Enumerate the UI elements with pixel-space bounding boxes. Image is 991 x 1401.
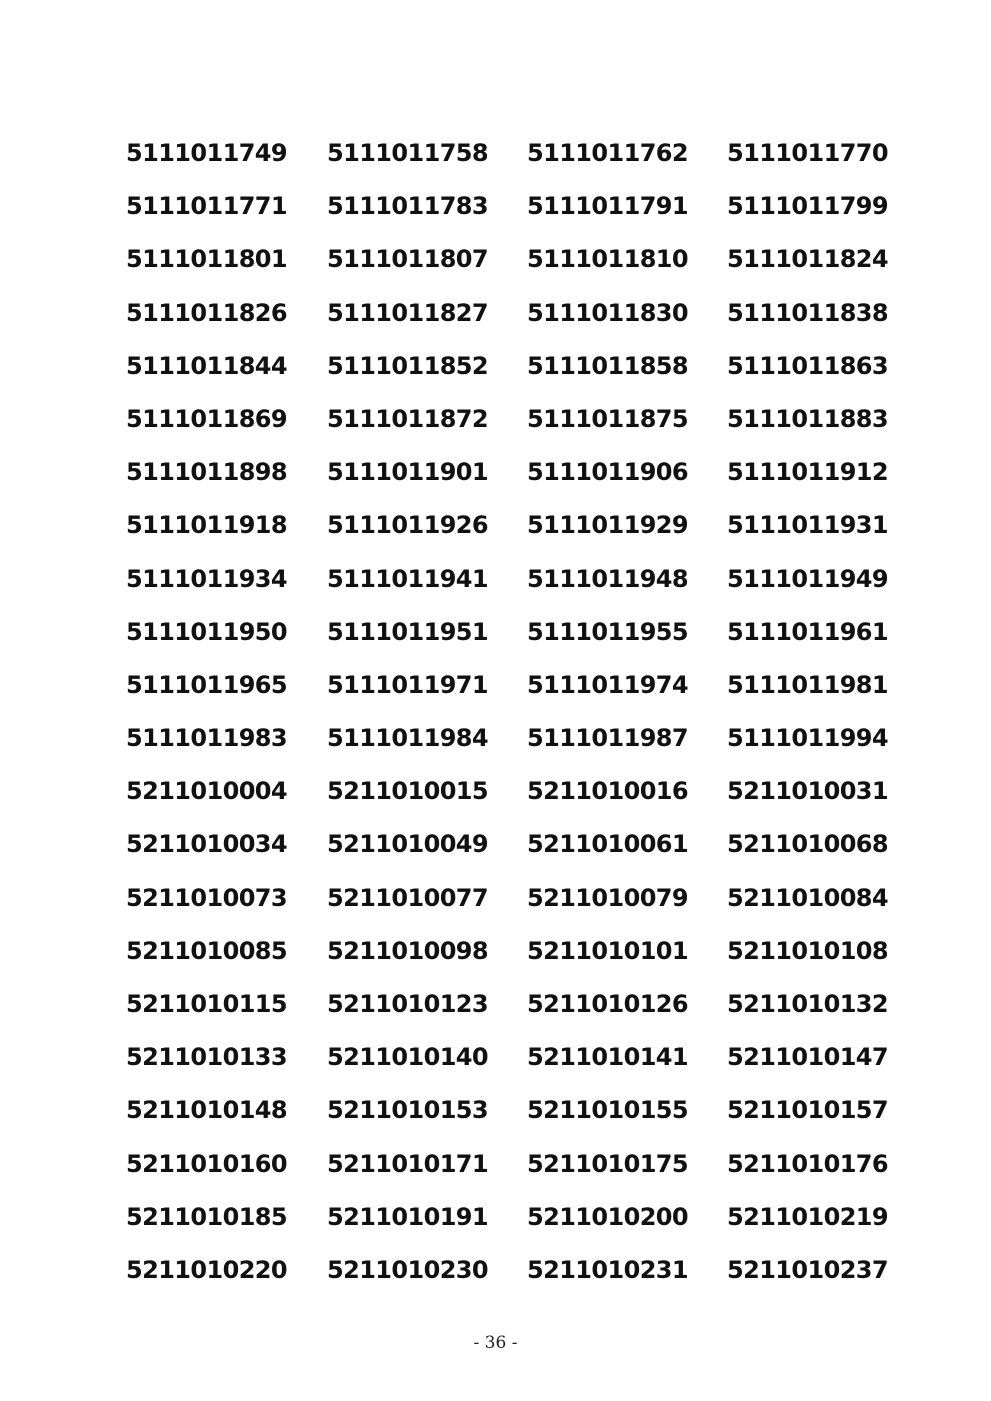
- id-number: 5111011770: [727, 139, 888, 167]
- id-number: 5111011883: [727, 404, 888, 433]
- id-number: 5111011830: [527, 298, 688, 327]
- id-number: 5211010185: [126, 1202, 287, 1231]
- id-number: 5111011801: [126, 245, 287, 274]
- id-number: 5211010220: [126, 1255, 287, 1284]
- id-number-grid: [126, 133, 886, 1303]
- id-number: 5111011783: [327, 192, 488, 221]
- id-number: 5111011987: [527, 724, 688, 753]
- id-number: 5111011838: [727, 298, 888, 327]
- id-number: 5111011807: [327, 245, 488, 274]
- id-number: 5211010171: [327, 1149, 488, 1178]
- id-row: [126, 1250, 886, 1303]
- id-row: [126, 1197, 886, 1250]
- id-number: 5111011912: [727, 458, 888, 487]
- id-number: 5111011872: [327, 404, 488, 433]
- id-number: 5111011762: [527, 139, 688, 167]
- id-row: [126, 133, 886, 186]
- id-number: 5211010123: [327, 990, 488, 1018]
- id-number: 5111011955: [527, 617, 688, 646]
- id-number: 5111011934: [126, 564, 287, 593]
- id-number: 5211010031: [727, 777, 888, 806]
- id-number: 5111011827: [327, 298, 488, 327]
- id-row: [126, 984, 886, 1037]
- id-number: 5111011994: [727, 724, 888, 753]
- id-number: 5111011974: [527, 670, 688, 699]
- id-row: [126, 559, 886, 612]
- id-number: 5111011791: [527, 192, 688, 221]
- id-row: [126, 665, 886, 718]
- id-row: [126, 824, 886, 877]
- id-number: 5211010148: [126, 1096, 287, 1125]
- id-number: 5211010191: [327, 1202, 488, 1231]
- id-number: 5211010085: [126, 936, 287, 965]
- id-number: 5211010133: [126, 1043, 287, 1072]
- id-number: 5111011965: [126, 670, 287, 699]
- id-number: 5111011810: [527, 245, 688, 274]
- id-row: [126, 293, 886, 346]
- id-row: [126, 878, 886, 931]
- id-number: 5111011948: [527, 564, 688, 593]
- id-number: 5111011758: [327, 139, 488, 167]
- id-number: 5211010132: [727, 990, 888, 1018]
- id-number: 5111011941: [327, 564, 488, 593]
- id-number: 5211010140: [327, 1043, 488, 1072]
- id-number: 5111011929: [527, 511, 688, 540]
- id-row: [126, 718, 886, 771]
- page-number: - 36 -: [473, 1333, 518, 1353]
- id-number: 5111011771: [126, 192, 287, 221]
- id-number: 5111011844: [126, 351, 287, 380]
- id-number: 5211010153: [327, 1096, 488, 1125]
- id-number: 5211010101: [527, 936, 688, 965]
- id-number: 5111011875: [527, 404, 688, 433]
- id-number: 5111011906: [527, 458, 688, 487]
- id-row: [126, 452, 886, 505]
- id-number: 5211010237: [727, 1255, 888, 1284]
- id-number: 5211010155: [527, 1096, 688, 1125]
- id-number: 5211010073: [126, 883, 287, 912]
- id-number: 5111011926: [327, 511, 488, 540]
- id-number: 5111011983: [126, 724, 287, 753]
- id-number: 5211010079: [527, 883, 688, 912]
- id-number: 5111011826: [126, 298, 287, 327]
- id-row: [126, 399, 886, 452]
- id-number: 5211010126: [527, 990, 688, 1018]
- id-number: 5111011971: [327, 670, 488, 699]
- id-number: 5111011869: [126, 404, 287, 433]
- id-number: 5111011981: [727, 670, 888, 699]
- id-number: 5211010147: [727, 1043, 888, 1072]
- id-number: 5111011863: [727, 351, 888, 380]
- id-number: 5111011931: [727, 511, 888, 540]
- id-number: 5111011749: [126, 139, 287, 167]
- id-number: 5111011961: [727, 617, 888, 646]
- id-number: 5211010157: [727, 1096, 888, 1125]
- id-number: 5211010061: [527, 830, 688, 859]
- id-number: 5211010016: [527, 777, 688, 806]
- id-number: 5211010200: [527, 1202, 688, 1231]
- id-row: [126, 612, 886, 665]
- id-number: 5211010231: [527, 1255, 688, 1284]
- id-number: 5111011901: [327, 458, 488, 487]
- id-number: 5111011824: [727, 245, 888, 274]
- id-row: [126, 931, 886, 984]
- id-number: 5211010141: [527, 1043, 688, 1072]
- id-row: [126, 1037, 886, 1090]
- id-number: 5211010115: [126, 990, 287, 1018]
- id-number: 5111011858: [527, 351, 688, 380]
- id-number: 5211010219: [727, 1202, 888, 1231]
- id-row: [126, 505, 886, 558]
- id-number: 5211010160: [126, 1149, 287, 1178]
- id-number: 5211010230: [327, 1255, 488, 1284]
- id-number: 5111011951: [327, 617, 488, 646]
- id-row: [126, 346, 886, 399]
- id-row: [126, 186, 886, 239]
- id-number: 5211010004: [126, 777, 287, 806]
- id-number: 5211010034: [126, 830, 287, 859]
- id-number: 5211010176: [727, 1149, 888, 1178]
- id-row: [126, 239, 886, 292]
- id-number: 5111011950: [126, 617, 287, 646]
- id-number: 5111011949: [727, 564, 888, 593]
- id-number: 5211010015: [327, 777, 488, 806]
- id-number: 5211010049: [327, 830, 488, 859]
- id-row: [126, 771, 886, 824]
- id-number: 5111011852: [327, 351, 488, 380]
- id-number: 5211010175: [527, 1149, 688, 1178]
- id-number: 5111011918: [126, 511, 287, 540]
- id-number: 5211010077: [327, 883, 488, 912]
- id-number: 5211010108: [727, 936, 888, 965]
- id-number: 5111011898: [126, 458, 287, 487]
- id-number: 5211010084: [727, 883, 888, 912]
- id-number: 5111011799: [727, 192, 888, 221]
- id-number: 5111011984: [327, 724, 488, 753]
- id-row: [126, 1144, 886, 1197]
- id-row: [126, 1090, 886, 1143]
- id-number: 5211010068: [727, 830, 888, 859]
- id-number: 5211010098: [327, 936, 488, 965]
